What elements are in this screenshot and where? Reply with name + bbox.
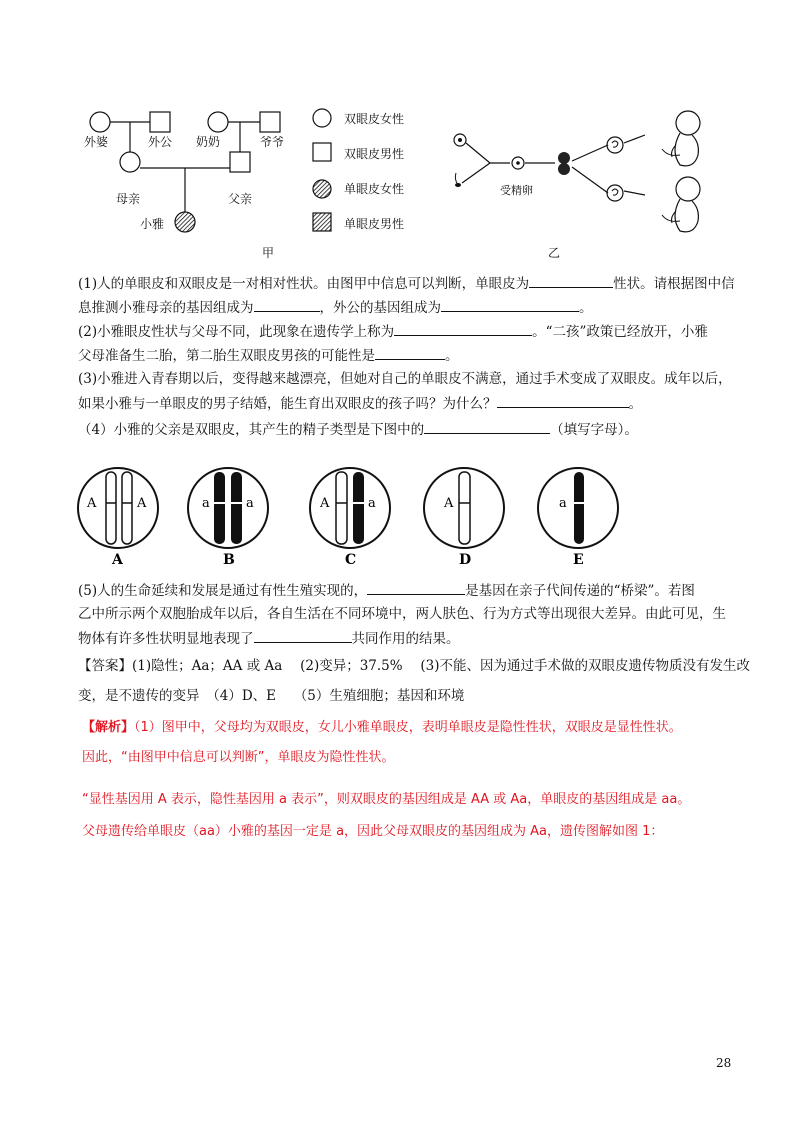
- page-number: 28: [716, 1056, 732, 1070]
- legend-double-male: 双眼皮男性: [344, 147, 405, 161]
- legend-single-male: 单眼皮男性: [344, 217, 405, 231]
- legend-double-female-icon: [313, 109, 331, 127]
- q1-line2: 息推测小雅母亲的基因组成为 ，外公的基因组成为 。: [78, 297, 593, 318]
- analysis-label: 【解析】: [82, 720, 135, 735]
- cell-C: [310, 468, 390, 548]
- cell-E: [538, 468, 618, 548]
- cell-D-gene-1: A: [444, 496, 454, 511]
- cell-A-gene-1: A: [87, 496, 97, 511]
- analysis-line2: 因此，“由图甲中信息可以判断”，单眼皮为隐性性状。: [82, 750, 395, 765]
- label-xiaoya: 小雅: [140, 217, 165, 231]
- q5-blank-2[interactable]: [254, 628, 352, 643]
- q2-line1: (2)小雅眼皮性状与父母不同，此现象在遗传学上称为 。“二孩”政策已经放开，小雅: [78, 321, 708, 342]
- legend-single-female: 单眼皮女性: [344, 182, 405, 196]
- q1-blank-3[interactable]: [441, 297, 579, 312]
- two-cell-icon: [558, 152, 570, 164]
- cell-B: [188, 468, 268, 548]
- answer-line2: 变，是不遗传的变异 （4）D、E （5）生殖细胞；基因和环境: [78, 688, 465, 704]
- label-yeye: 爷爷: [260, 135, 285, 149]
- q3-blank-1[interactable]: [497, 393, 629, 408]
- cell-A-gene-2: A: [137, 496, 147, 511]
- q2-blank-2[interactable]: [375, 345, 445, 360]
- cell-A: [78, 468, 158, 548]
- cell-C-letter: C: [345, 552, 357, 568]
- q2-blank-1[interactable]: [394, 321, 532, 336]
- legend-double-male-icon: [313, 143, 331, 161]
- sperm-cells-figure: [70, 458, 630, 568]
- q3-line1: (3)小雅进入青春期以后，变得越来越漂亮，但她对自己的单眼皮不满意，通过手术变成了双眼皮。成年以后，: [78, 371, 732, 387]
- label-fertilized-egg: 受精卵: [500, 184, 533, 197]
- cell-C-gene-2: a: [368, 496, 376, 511]
- xiaoya-symbol: [175, 212, 195, 232]
- cell-A-letter: A: [112, 552, 123, 568]
- cell-B-gene-1: a: [202, 496, 210, 511]
- nainai-symbol: [208, 112, 228, 132]
- q1-blank-1[interactable]: [529, 273, 613, 288]
- q3-line2: 如果小雅与一单眼皮的男子结婚，能生育出双眼皮的孩子吗？为什么？ 。: [78, 393, 642, 414]
- q5-blank-1[interactable]: [367, 580, 465, 595]
- fetus-1-icon: [662, 111, 700, 166]
- fetus-2-icon: [662, 177, 700, 232]
- q1-line1: (1)人的单眼皮和双眼皮是一对相对性状。由图甲中信息可以判断，单眼皮为 性状。请根据图中信: [78, 273, 735, 294]
- legend-single-male-icon: [313, 213, 331, 231]
- q4-blank-1[interactable]: [424, 419, 550, 434]
- q5-line2: 乙中所示两个双胞胎成年以后，各自生活在不同环境中，两人肤色、行为方式等出现很大差异。由此可见，生: [78, 606, 726, 622]
- cell-C-gene-1: A: [320, 496, 330, 511]
- q1-blank-2[interactable]: [254, 297, 320, 312]
- q2-line2: 父母准备生二胎，第二胎生双眼皮男孩的可能性是 。: [78, 345, 459, 366]
- analysis-line1: 【解析】（1）图甲中，父母均为双眼皮，女儿小雅单眼皮，表明单眼皮是隐性性状，双眼皮是显性性状。: [82, 720, 682, 735]
- twins-figure: [440, 105, 720, 245]
- caption-yi: 乙: [548, 246, 561, 260]
- legend-symbols: [310, 105, 340, 235]
- yeye-symbol: [260, 112, 280, 132]
- legend-double-female: 双眼皮女性: [344, 112, 405, 126]
- analysis-line4: 父母遗传给单眼皮（aa）小雅的基因一定是 a，因此父母双眼皮的基因组成为 Aa，遗传图解如图 1：: [82, 824, 664, 839]
- muqin-symbol: [120, 152, 140, 172]
- label-nainai: 奶奶: [196, 135, 221, 149]
- cell-E-gene-1: a: [559, 496, 567, 511]
- cell-B-gene-2: a: [246, 496, 254, 511]
- waipo-symbol: [90, 112, 110, 132]
- cell-B-letter: B: [223, 552, 235, 568]
- q5-line1: (5)人的生命延续和发展是通过有性生殖实现的， 是基因在亲子代间传递的“桥梁”。若图: [78, 580, 695, 601]
- embryo-1-icon: [607, 137, 623, 153]
- legend-single-female-icon: [313, 180, 331, 198]
- answer-line1: 【答案】(1)隐性；Aa；AA 或 Aa (2)变异；37.5% (3)不能、因为通过手术做的双眼皮遗传物质没有发生改: [78, 658, 751, 674]
- label-waigong: 外公: [148, 135, 173, 149]
- label-muqin: 母亲: [116, 192, 141, 206]
- embryo-2-icon: [607, 185, 623, 201]
- q4-line: （4）小雅的父亲是双眼皮，其产生的精子类型是下图中的 （填写字母）。: [78, 419, 638, 440]
- caption-jia: 甲: [262, 246, 275, 260]
- waigong-symbol: [150, 112, 170, 132]
- label-fuqin: 父亲: [228, 192, 253, 206]
- fuqin-symbol: [230, 152, 250, 172]
- analysis-line3: “显性基因用 A 表示，隐性基因用 a 表示”，则双眼皮的基因组成是 AA 或 Aa，单眼皮的基因组成是 aa。: [82, 792, 691, 807]
- cell-E-letter: E: [573, 552, 584, 568]
- cell-D-letter: D: [459, 552, 472, 568]
- label-waipo: 外婆: [84, 135, 109, 149]
- q5-line3: 物体有许多性状明显地表现了 共同作用的结果。: [78, 628, 460, 649]
- cell-D: [424, 468, 504, 548]
